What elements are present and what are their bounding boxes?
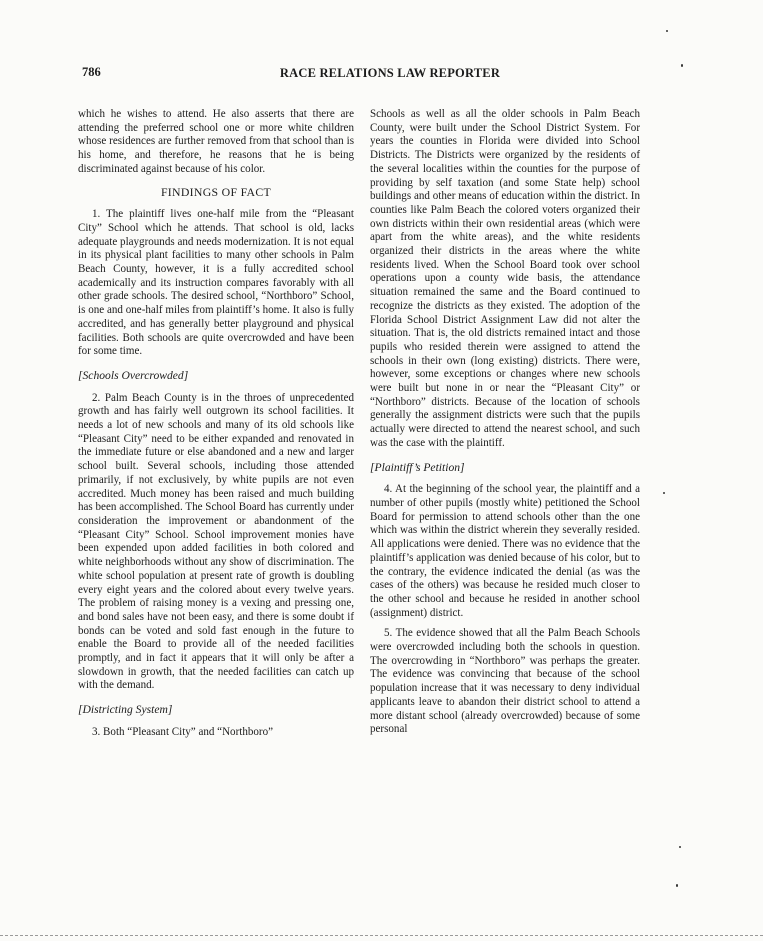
scan-speck bbox=[663, 492, 665, 494]
page-number: 786 bbox=[82, 65, 101, 79]
findings-of-fact-heading: FINDINGS OF FACT bbox=[160, 184, 272, 199]
subhead-plaintiffs-petition: [Plaintiff’s Petition] bbox=[370, 460, 465, 474]
paragraph-3-start: 3. Both “Pleasant City” and “Northboro” bbox=[92, 725, 274, 738]
running-head: RACE RELATIONS LAW REPORTER bbox=[279, 66, 501, 80]
subhead-schools-overcrowded: [Schools Overcrowded] bbox=[78, 368, 189, 382]
paragraph-5: 5. The evidence showed that all the Palm Beach Schools were overcrowded including both the schools in question. The overcrowding in “Northboro” was perhaps the greater. The evidence was convincing that because of the school population increase that it was necessary to deny individual applicants leave to abandon their district school to attend a more distant school (already overcrowded) because of some personal bbox=[370, 627, 640, 736]
scan-speck bbox=[681, 64, 683, 67]
left-column bbox=[78, 108, 354, 747]
right-column bbox=[370, 108, 640, 744]
paragraph-1: 1. The plaintiff lives one-half mile from the “Pleasant City” School which he attends. That school is old, lacks adequate playgrounds and needs modernization. It is not equal in its physical plant facilities to many other schools in Palm Beach County, however, it is a fully accredited school academically and its instruction compares favorably with all other grade schools. The desired school, “Northboro” School, is one and one-half miles from plaintiff’s home. It also is fully accredited, and has generally better playground and physical facilities. Both schools are quite overcrowded and have been for some time. bbox=[78, 208, 354, 358]
scan-footer-rule bbox=[0, 935, 763, 937]
paragraph-3-continued: Schools as well as all the older schools in Palm Beach County, were built under the School District System. For years the counties in Florida were divided into School Districts. The Districts were organized by the residents of the several localities within the counties for the purpose of providing by self taxation (and some State help) school buildings and other means of education within the district. In counties like Palm Beach the colored voters organized their own districts within their own residential areas (which were apart from the white areas), and the white residents organized their districts in the areas where the white residents lived. When the School Board took over school operations upon a county wide basis, the attendance situation remained the same and the Board continued to recognize the districts as they existed. The adoption of the Florida School District Assignment Law did not alter the situation. That is, the old districts remained intact and those pupils who resided therein were assigned to attend the schools in their own (long existing) districts. There were, however, some exceptions or changes where new schools were built but none in or near the “Pleasant City” or “Northboro” districts. Because of the location of schools generally the assignment districts were such that the pupils actually were directed to attend the nearest school, and such was the case with the plaintiff. bbox=[370, 108, 640, 449]
scan-speck bbox=[676, 884, 678, 887]
paragraph-continued: which he wishes to attend. He also asserts that there are attending the preferred school one or more white children whose residences are further removed from that school than is his home, and therefore, he reasons that he is being discriminated against because of his color. bbox=[78, 108, 354, 175]
paragraph-4: 4. At the beginning of the school year, the plaintiff and a number of other pupils (mostly white) petitioned the School Board for permission to attend schools other than the one which was within the district wherein they severally resided. All applications were denied. There was no evidence that the plaintiff’s application was denied because of his color, but to the contrary, the evidence indicated the denial (as was the cases of the others) was because he resided much closer to the other school and because he resided in another school (assignment) district. bbox=[370, 483, 640, 619]
subhead-districting-system: [Districting System] bbox=[78, 703, 173, 717]
scan-speck bbox=[679, 846, 681, 848]
scan-speck bbox=[666, 30, 668, 32]
paragraph-2: 2. Palm Beach County is in the throes of unprecedented growth and has fairly well outgrown its school facilities. It needs a lot of new schools and many of its old schools like “Pleasant City” need to be either expanded and renovated in the immediate future or else abandoned and a new and larger school built. Several schools, including those attended primarily, if not exclusively, by white pupils are not even accredited. Much money has been raised and much building has been accomplished. The School Board has currently under consideration the improvement or abandonment of the “Pleasant City” School. School improvement monies have been expended upon added facilities in both colored and white neighborhoods without any show of discrimination. The white school population at present rate of growth is doubling every eight years and the colored about every twelve years. The problem of raising money is a vexing and pressing one, and bond sales have not been easy, and there is some doubt if bonds can be voted and sold fast enough in the future to enable the Board to provide all of the needed facilities promptly, and in fact it appears that it will only be after a slowdown in growth, that the needed facilities can catch up with the demand. bbox=[78, 391, 354, 692]
